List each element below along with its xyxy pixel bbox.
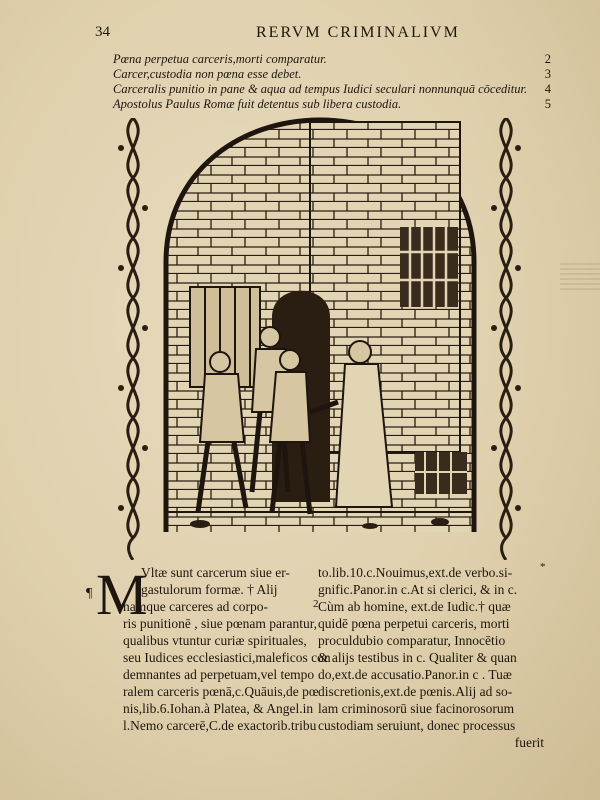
text-line: seu Iudices ecclesiastici,maleficos con — [123, 650, 331, 665]
text-line: namque carceres ad corpo- — [123, 599, 269, 614]
text-line: l.Nemo carcerē,C.de exactorib.tribu — [123, 718, 317, 733]
text-line: ris punitionē , siue pœnam parantur, — [123, 616, 318, 631]
text-line: discretionis,ext.de pœnis.Alij ad so- — [318, 684, 513, 699]
text-line: proculdubio comparatur, Innocētio — [318, 633, 506, 648]
text-line: lam criminosorū siue facinorosorum — [318, 701, 515, 716]
text-line: demnantes ad perpetuam,vel tempo — [123, 667, 315, 682]
bleed-through-shadow — [560, 260, 600, 660]
summary-number: 3 — [544, 67, 551, 81]
catchword: fuerit — [514, 735, 544, 750]
text-line: & alijs testibus in c. Qualiter & quan — [318, 650, 517, 665]
summary-number: 4 — [544, 82, 551, 96]
text-column-right — [318, 564, 544, 751]
running-title: RERVM CRIMINALIVM — [256, 24, 460, 41]
margin-note-number: 2 — [313, 598, 319, 610]
summary-number: 2 — [544, 52, 551, 66]
summary-line: Carceralis punitio in pane & aqua ad tempus Iudici seculari nonnunquā cōceditur. 4 — [113, 82, 551, 96]
drop-capital: M — [96, 562, 148, 627]
text-line: quidē pœna perpetui carceris, morti — [318, 616, 510, 631]
text-line: nis,lib.6.Iohan.à Platea, & Angel.in — [123, 701, 314, 716]
text-line: custodiam seruiunt, donec processus — [318, 718, 516, 733]
summary-line: Pœna perpetua carceris,morti comparatur. 2 — [113, 52, 551, 66]
page-header — [0, 24, 600, 48]
summary-line: Apostolus Paulus Romæ fuit detentus sub libera custodia. 5 — [113, 97, 551, 111]
prison-scene-woodcut — [160, 112, 480, 534]
text-line: Cùm ab homine, ext.de Iudic.† quæ — [318, 599, 511, 614]
summary-list — [113, 52, 553, 112]
text-line: qualibus vtuntur curiæ spirituales, — [123, 633, 307, 648]
ornamental-border-right — [486, 118, 526, 560]
page-number: 34 — [95, 24, 110, 40]
text-line: Vltæ sunt carcerum siue er- — [141, 565, 290, 580]
text-column-left — [123, 564, 331, 734]
ornamental-border-left — [113, 118, 153, 560]
text-line: gnific.Panor.in c.At si clerici, & in c. — [318, 582, 518, 597]
summary-line: Carcer,custodia non pœna esse debet. 3 — [113, 67, 551, 81]
summary-number: 5 — [544, 97, 551, 111]
text-line: ralem carceris pœnā,c.Quāuis,de pœ — [123, 684, 319, 699]
margin-asterisk: * — [540, 561, 546, 573]
text-line: gastulorum formæ. † Alij — [141, 582, 278, 597]
text-line: to.lib.10.c.Nouimus,ext.de verbo.si- — [318, 565, 513, 580]
pilcrow-mark: ¶ — [86, 586, 93, 601]
text-line: do,ext.de accusatio.Panor.in c . Tuæ — [318, 667, 512, 682]
